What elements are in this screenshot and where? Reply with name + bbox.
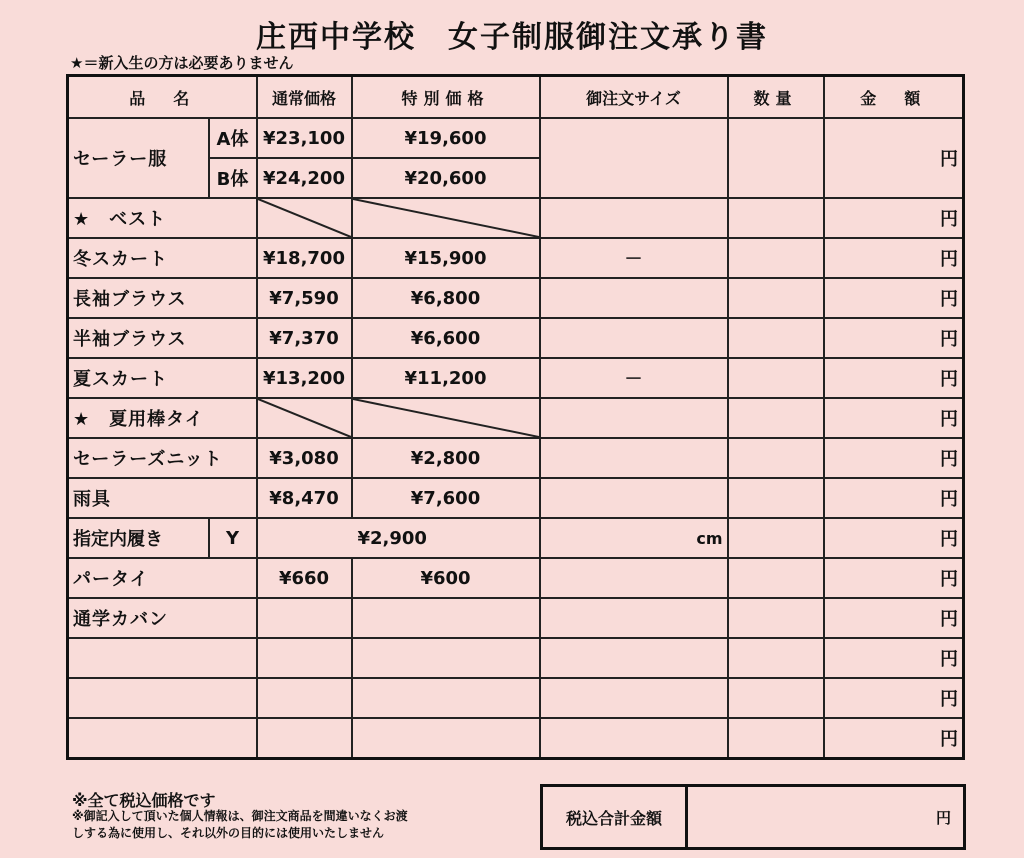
new-student-note: ★＝新入生の方は必要ありません	[70, 54, 294, 72]
amount-cell[interactable]: 円	[824, 438, 964, 478]
special-price: ¥600	[352, 558, 540, 598]
special-price: ¥6,600	[352, 318, 540, 358]
quantity-input[interactable]	[728, 238, 824, 278]
amount-cell[interactable]: 円	[824, 358, 964, 398]
privacy-note	[72, 808, 408, 842]
amount-cell[interactable]: 円	[824, 478, 964, 518]
size-a-label: A体	[209, 118, 257, 158]
quantity-input[interactable]	[728, 638, 824, 678]
item-name: セーラー服	[68, 118, 209, 198]
amount-cell[interactable]: 円	[824, 638, 964, 678]
header-special-price: 特別価格	[352, 76, 540, 119]
size-input[interactable]	[540, 598, 728, 638]
order-form-table	[66, 74, 965, 760]
regular-price	[257, 638, 352, 678]
page-title: 庄西中学校 女子制服御注文承り書	[256, 20, 768, 55]
quantity-input[interactable]	[728, 718, 824, 759]
item-name: 冬スカート	[68, 238, 257, 278]
quantity-input[interactable]	[728, 598, 824, 638]
special-price	[352, 678, 540, 718]
header-item-name: 品 名	[68, 76, 257, 119]
regular-price: ¥24,200	[257, 158, 352, 198]
blank-row	[68, 638, 964, 678]
regular-price	[257, 598, 352, 638]
tax-included-note: ※全て税込価格です	[72, 791, 216, 810]
quantity-input[interactable]	[728, 678, 824, 718]
table-row	[68, 518, 964, 558]
size-input[interactable]	[540, 638, 728, 678]
size-b-label: B体	[209, 158, 257, 198]
table-row	[68, 198, 964, 238]
regular-price: ¥8,470	[257, 478, 352, 518]
size-input[interactable]	[540, 278, 728, 318]
quantity-input[interactable]	[728, 278, 824, 318]
table-row	[68, 598, 964, 638]
special-price	[352, 638, 540, 678]
amount-cell[interactable]: 円	[824, 118, 964, 198]
regular-price: ¥18,700	[257, 238, 352, 278]
item-name-input[interactable]	[68, 678, 257, 718]
quantity-input[interactable]	[728, 438, 824, 478]
regular-price: ¥7,370	[257, 318, 352, 358]
amount-cell[interactable]: 円	[824, 558, 964, 598]
diagonal-slash	[352, 398, 540, 438]
size-input[interactable]	[540, 438, 728, 478]
special-price: ¥20,600	[352, 158, 540, 198]
item-name: 夏スカート	[68, 358, 257, 398]
amount-cell[interactable]: 円	[824, 278, 964, 318]
special-price: ¥6,800	[352, 278, 540, 318]
size-input[interactable]: －	[540, 358, 728, 398]
regular-price: ¥660	[257, 558, 352, 598]
amount-cell[interactable]: 円	[824, 598, 964, 638]
amount-cell[interactable]: 円	[824, 718, 964, 759]
quantity-input[interactable]	[728, 198, 824, 238]
size-input[interactable]	[540, 558, 728, 598]
total-label: 税込合計金額	[543, 787, 688, 847]
size-input[interactable]: cm	[540, 518, 728, 558]
item-name: 長袖ブラウス	[68, 278, 257, 318]
table-row	[68, 438, 964, 478]
table-row	[68, 278, 964, 318]
item-name-input[interactable]	[68, 638, 257, 678]
header-order-size: 御注文サイズ	[540, 76, 728, 119]
regular-price: ¥13,200	[257, 358, 352, 398]
size-input[interactable]	[540, 678, 728, 718]
special-price: ¥19,600	[352, 118, 540, 158]
table-row	[68, 478, 964, 518]
item-name-input[interactable]	[68, 718, 257, 759]
amount-cell[interactable]: 円	[824, 518, 964, 558]
item-name: ★ ベスト	[68, 198, 257, 238]
special-price: ¥7,600	[352, 478, 540, 518]
privacy-note-line-2: しする為に使用し、それ以外の目的には使用いたしません	[72, 826, 385, 840]
special-price: ¥2,900	[257, 518, 540, 558]
table-row	[68, 358, 964, 398]
regular-price: ¥3,080	[257, 438, 352, 478]
diagonal-slash	[352, 198, 540, 238]
blank-row	[68, 718, 964, 759]
size-input[interactable]	[540, 478, 728, 518]
regular-price: ¥23,100	[257, 118, 352, 158]
size-input[interactable]	[540, 718, 728, 759]
amount-cell[interactable]: 円	[824, 398, 964, 438]
item-name: 通学カバン	[68, 598, 257, 638]
quantity-input[interactable]	[728, 358, 824, 398]
amount-cell[interactable]: 円	[824, 678, 964, 718]
table-row	[68, 318, 964, 358]
privacy-note-line-1: ※御記入して頂いた個人情報は、御注文商品を間違いなくお渡	[72, 809, 408, 823]
item-sub-label: Y	[209, 518, 257, 558]
quantity-input[interactable]	[728, 318, 824, 358]
item-name: 雨具	[68, 478, 257, 518]
header-regular-price: 通常価格	[257, 76, 352, 119]
quantity-input[interactable]	[728, 478, 824, 518]
quantity-input[interactable]	[728, 558, 824, 598]
special-price: ¥15,900	[352, 238, 540, 278]
diagonal-slash	[257, 198, 352, 238]
table-row	[68, 238, 964, 278]
table-row	[68, 398, 964, 438]
total-amount-field[interactable]: 円	[935, 808, 951, 827]
regular-price: ¥7,590	[257, 278, 352, 318]
special-price	[352, 718, 540, 759]
special-price: ¥2,800	[352, 438, 540, 478]
amount-cell[interactable]: 円	[824, 238, 964, 278]
item-name: ★ 夏用棒タイ	[68, 398, 257, 438]
total-amount-box	[540, 784, 966, 850]
quantity-input[interactable]	[728, 118, 824, 198]
diagonal-slash	[257, 398, 352, 438]
header-row	[68, 76, 964, 119]
special-price	[352, 598, 540, 638]
blank-row	[68, 678, 964, 718]
table-row	[68, 558, 964, 598]
regular-price	[257, 678, 352, 718]
item-name: パータイ	[68, 558, 257, 598]
size-input[interactable]	[540, 198, 728, 238]
quantity-input[interactable]	[728, 398, 824, 438]
table-row	[68, 118, 964, 158]
amount-cell[interactable]: 円	[824, 318, 964, 358]
size-input[interactable]	[540, 118, 728, 198]
header-amount: 金 額	[824, 76, 964, 119]
size-input[interactable]	[540, 318, 728, 358]
quantity-input[interactable]	[728, 518, 824, 558]
item-name: 半袖ブラウス	[68, 318, 257, 358]
header-quantity: 数量	[728, 76, 824, 119]
size-input[interactable]	[540, 398, 728, 438]
special-price: ¥11,200	[352, 358, 540, 398]
regular-price	[257, 718, 352, 759]
size-input[interactable]: －	[540, 238, 728, 278]
item-name: 指定内履き	[68, 518, 209, 558]
amount-cell[interactable]: 円	[824, 198, 964, 238]
item-name: セーラーズニット	[68, 438, 257, 478]
